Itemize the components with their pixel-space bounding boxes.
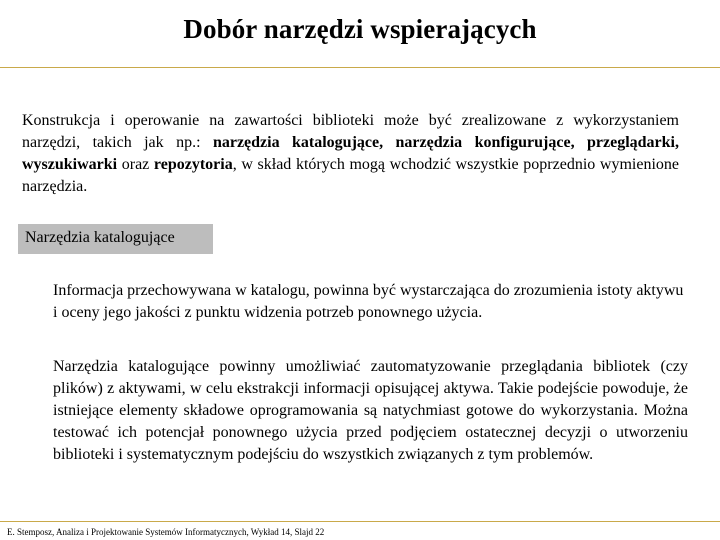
- intro-bold-repositories: repozytoria: [153, 156, 233, 173]
- intro-text-3: , w skład których mogą wchodzić wszystkie poprzednio wymienione narzędzia.: [22, 156, 679, 195]
- intro-text-1: Konstrukcja i operowanie na zawartości biblioteki może być zrealizowane z wykorzystaniem narzędzi, takich jak np.:: [22, 112, 679, 151]
- slide-title: Dobór narzędzi wspierających: [183, 14, 537, 44]
- slide-footer: E. Stemposz, Analiza i Projektowanie Systemów Informatycznych, Wykład 14, Slajd 22: [7, 527, 325, 537]
- catalog-info-paragraph: Informacja przechowywana w katalogu, powinna być wystarczająca do zrozumienia istoty aktywu i oceny jego jakości z punktu widzenia potrzeb ponownego użycia.: [53, 282, 684, 321]
- intro-bold-tools: narzędzia katalogujące, narzędzia konfigurujące, przeglądarki, wyszukiwarki: [22, 134, 679, 173]
- title-divider: [0, 67, 720, 68]
- intro-paragraph: [22, 110, 679, 198]
- intro-text-2: oraz: [117, 156, 154, 173]
- section-header-label: Narzędzia katalogujące: [25, 229, 175, 246]
- catalog-tools-paragraph: Narzędzia katalogujące powinny umożliwiać zautomatyzowanie przeglądania bibliotek (czy plików) z aktywami, w celu ekstrakcji informacji opisującej aktywa. Takie podejście powoduje, że istniejące elementy składowe oprogramowania są natychmiast gotowe do wykorzystania. Można testować ich potencjał ponownego użycia przed podjęciem ostatecznej decyzji o utworzeniu biblioteki i systematycznym podejściu do wszystkich związanych z tym problemów.: [53, 358, 688, 463]
- footer-divider: [0, 521, 720, 522]
